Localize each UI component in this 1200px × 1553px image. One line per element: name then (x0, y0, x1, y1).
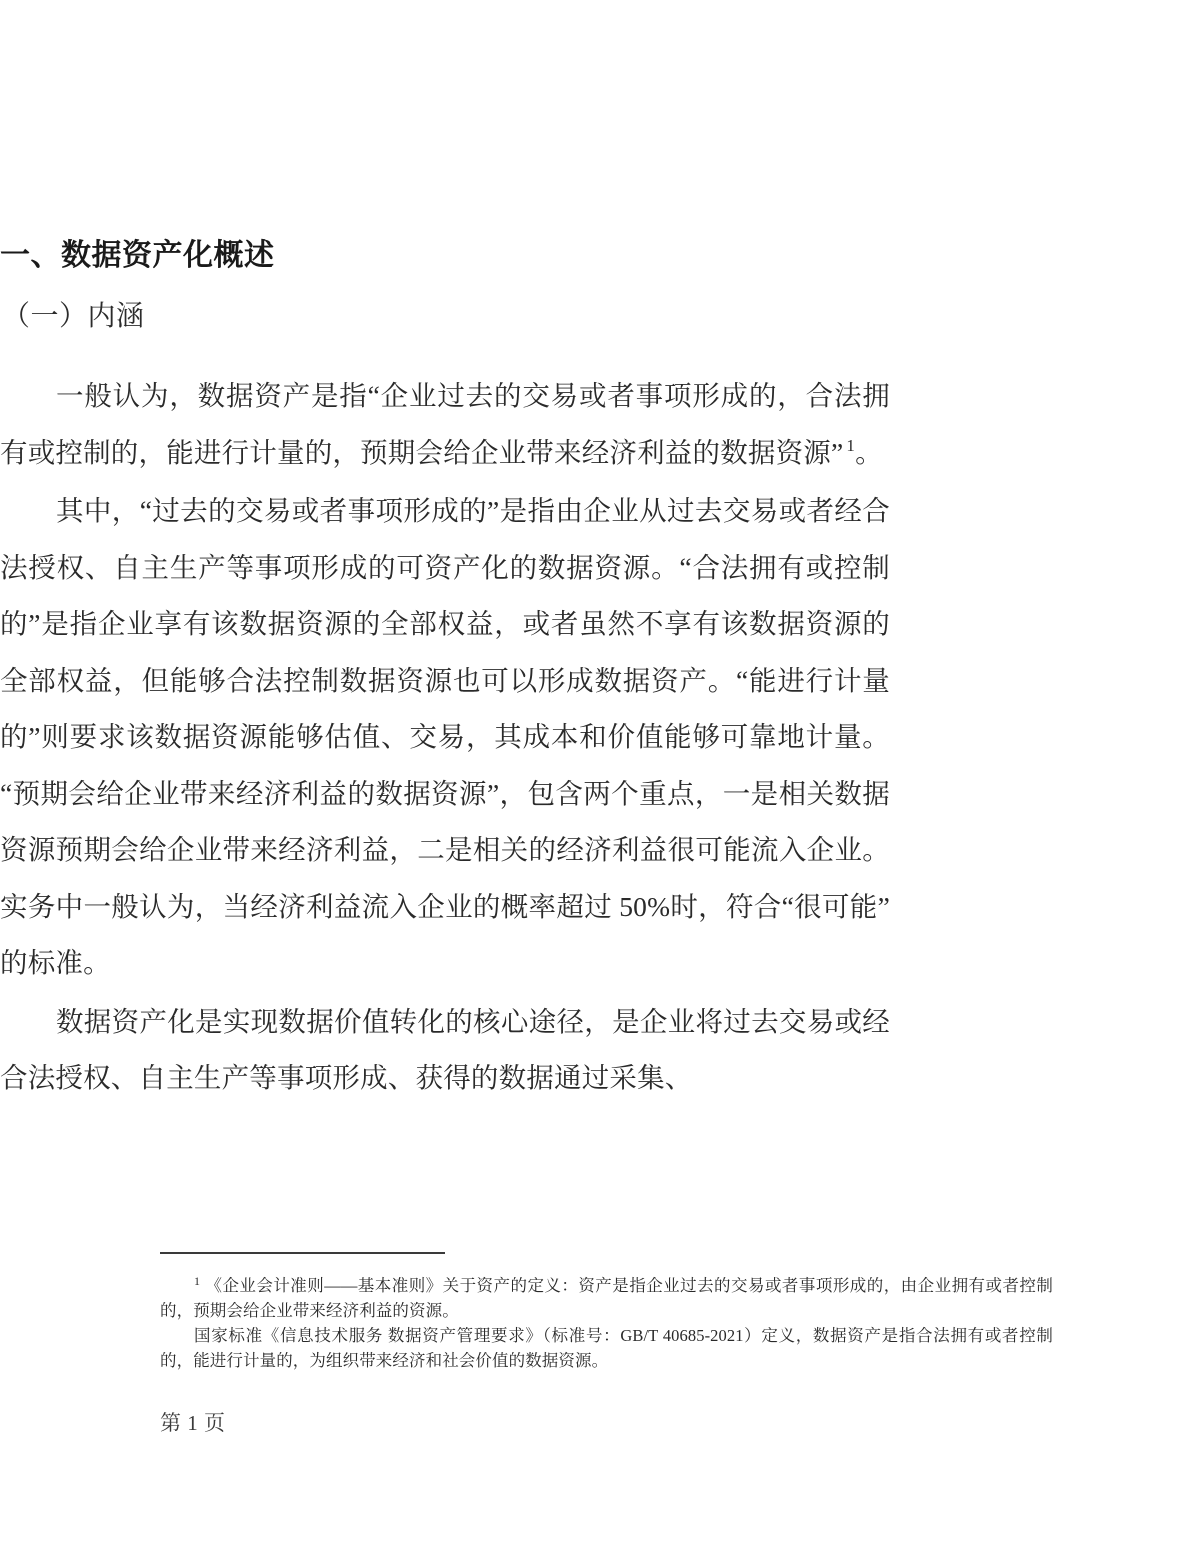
footnote-reference-1[interactable]: 1 (846, 436, 856, 456)
paragraph-definition-text: 一般认为，数据资产是指“企业过去的交易或者事项形成的，合法拥有或控制的，能进行计量的，预期会给企业带来经济利益的数据资源” (0, 380, 890, 468)
footnote-marker: 1 (194, 1273, 201, 1288)
page-number: 第 1 页 (160, 1411, 226, 1435)
paragraph-assetization: 数据资产化是实现数据价值转化的核心途径，是企业将过去交易或经合法授权、自主生产等事项形成、获得的数据通过采集、 (0, 1005, 890, 1093)
footnote-text: 《企业会计准则——基本准则》关于资产的定义：资产是指企业过去的交易或者事项形成的，由企业拥有或者控制的，预期会给企业带来经济利益的资源。 (160, 1276, 1053, 1320)
footnote-text: 国家标准《信息技术服务 数据资产管理要求》（标准号：GB/T 40685-2021）定义，数据资产是指合法拥有或者控制的，能进行计量的，为组织带来经济和社会价值的数据资源。 (160, 1326, 1053, 1370)
paragraph-explanation: 其中，“过去的交易或者事项形成的”是指由企业从过去交易或者经合法授权、自主生产等事项形成的可资产化的数据资源。“合法拥有或控制的”是指企业享有该数据资源的全部权益，或者虽然不享有该数据资源的全部权益，但能够合法控制数据资源也可以形成数据资产。“能进行计量的”则要求该数据资源能够估值、交易，其成本和价值能够可靠地计量。“预期会给企业带来经济利益的数据资源”，包含两个重点，一是相关数据资源预期会给企业带来经济利益，二是相关的经济利益很可能流入企业。实务中一般认为，当经济利益流入企业的概率超过 50%时，符合“很可能”的标准。 (0, 495, 890, 978)
section-subheading: （一）内涵 (2, 301, 145, 332)
body-content (0, 368, 890, 1107)
footnote-separator (160, 1252, 445, 1254)
footnote-item (160, 1323, 1053, 1373)
footnote-list (160, 1273, 1053, 1373)
page-title: 一、数据资产化概述 (0, 239, 275, 272)
paragraph-definition-tail: 。 (855, 436, 883, 468)
footnote-item (160, 1273, 1053, 1323)
paragraph-definition (0, 368, 890, 481)
